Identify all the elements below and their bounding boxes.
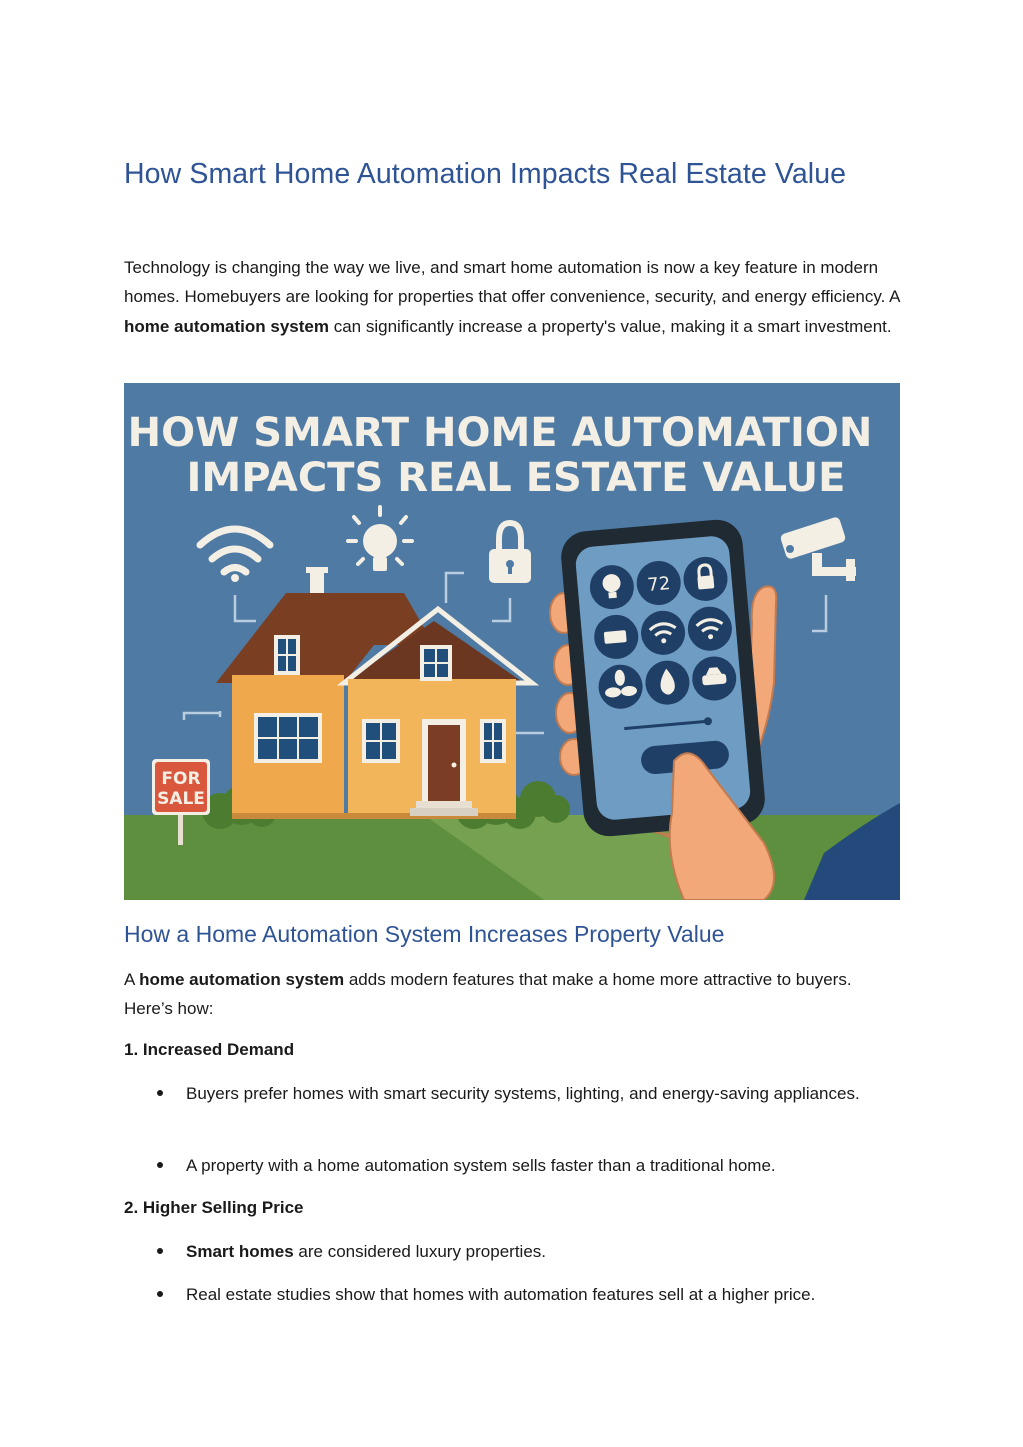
intro-paragraph	[124, 253, 900, 341]
section-text-2: adds modern features that make a home more attractive to buyers. Here’s how:	[124, 970, 852, 1019]
bullet-sells-faster: A property with a home automation system sells faster than a traditional home.	[186, 1151, 886, 1180]
intro-text-1: Technology is changing the way we live, and smart home automation is now a key feature in modern homes. Homebuyers are looking for properties that offer convenience, security, and energy efficiency. A	[124, 258, 900, 307]
bullet-luxury-bold: Smart homes	[186, 1242, 294, 1261]
section-paragraph	[124, 965, 884, 1024]
for-sale-line1: FOR	[161, 769, 201, 789]
thermostat-readout: 72	[646, 573, 672, 596]
section-bold: home automation system	[139, 970, 345, 989]
bullet-buyers-prefer: Buyers prefer homes with smart security systems, lighting, and energy-saving appliances.	[186, 1079, 886, 1108]
bullet-higher-price: Real estate studies show that homes with automation features sell at a higher price.	[186, 1280, 886, 1309]
subheading-increased-demand: 1. Increased Demand	[124, 1040, 295, 1059]
hero-title-line2: IMPACTS REAL ESTATE VALUE	[186, 455, 846, 501]
hero-title-line1: HOW SMART HOME AUTOMATION	[127, 410, 873, 456]
bullet-luxury-rest: are considered luxury properties.	[293, 1242, 546, 1261]
smartphone	[559, 518, 767, 839]
intro-text-2: can significantly increase a property's value, making it a smart investment.	[329, 316, 892, 336]
page-title: How Smart Home Automation Impacts Real Estate Value	[124, 158, 847, 190]
section-heading: How a Home Automation System Increases Property Value	[124, 921, 725, 947]
subheading-higher-price: 2. Higher Selling Price	[124, 1198, 304, 1217]
hero-illustration	[124, 383, 900, 900]
bullet-luxury	[186, 1237, 886, 1266]
section-text-1: A	[124, 970, 140, 989]
intro-bold: home automation system	[124, 316, 329, 336]
for-sale-line2: SALE	[157, 789, 205, 809]
